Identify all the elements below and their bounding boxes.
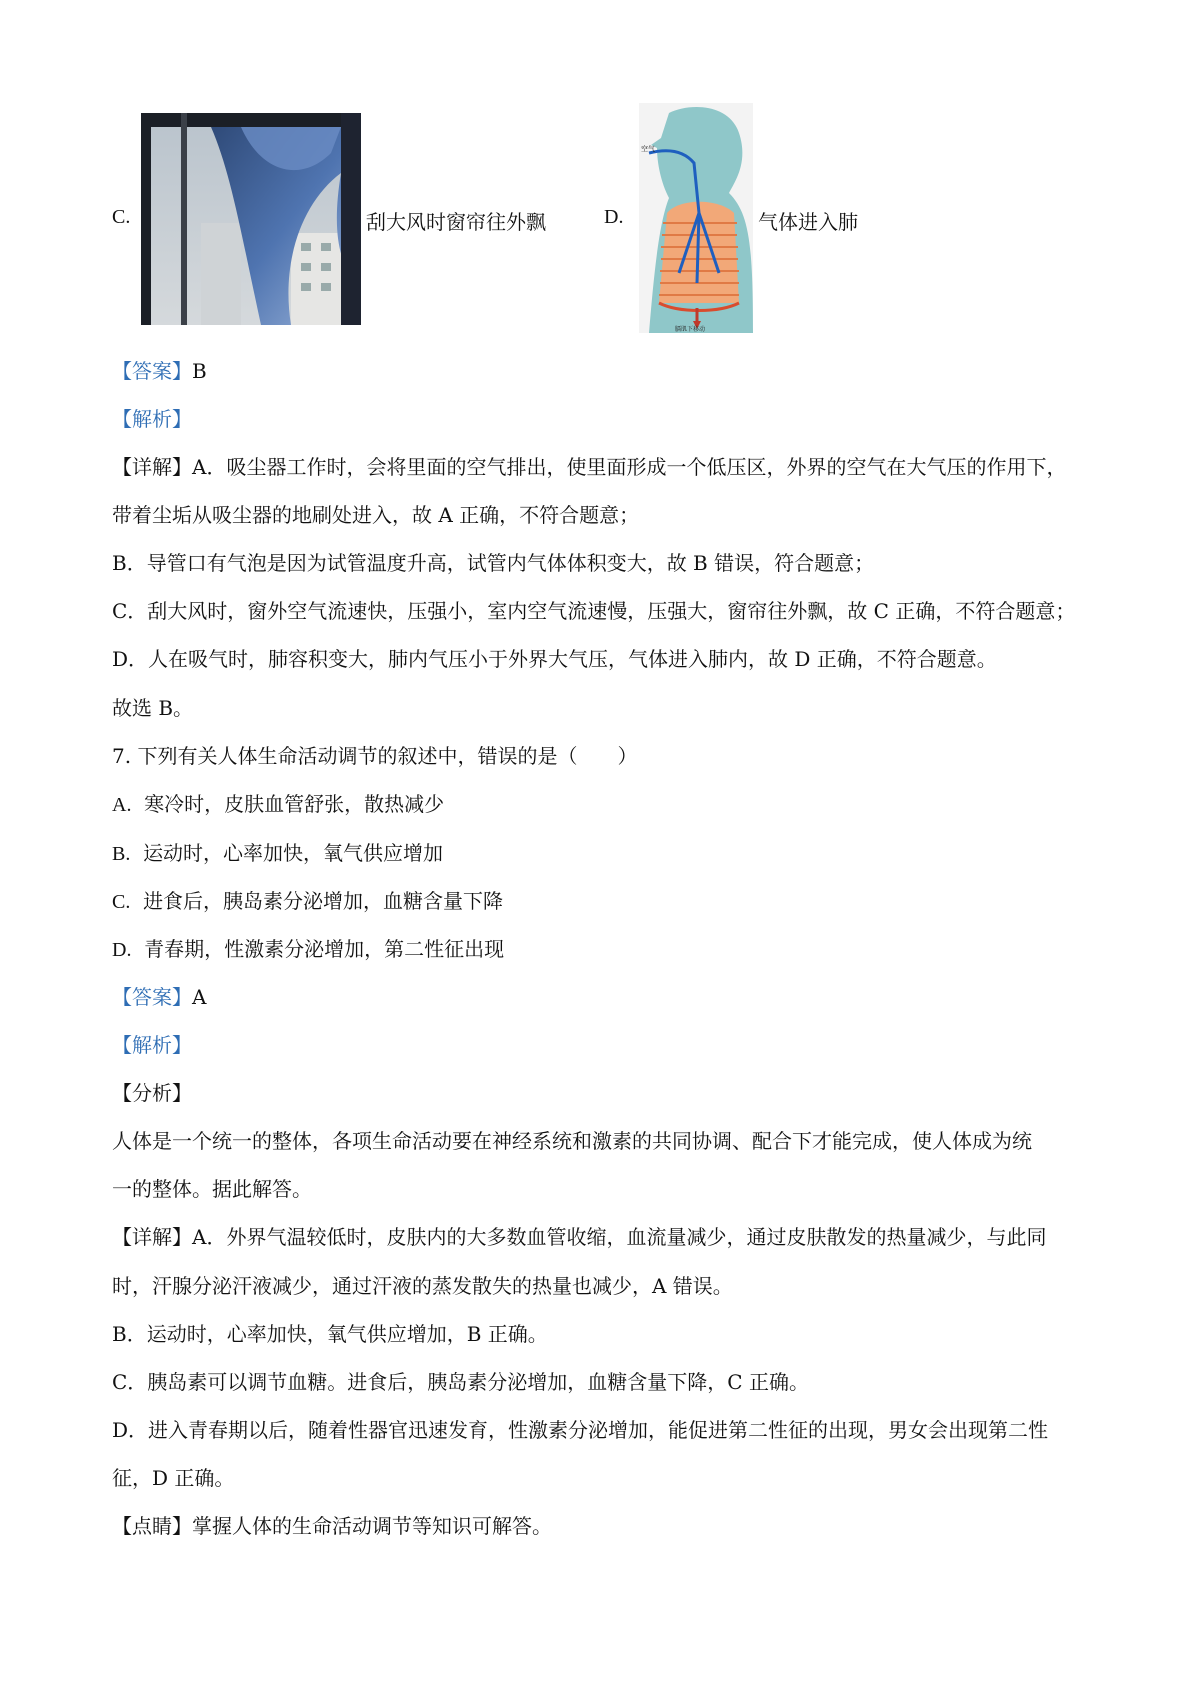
q7-detail-line: B．运动时，心率加快，氧气供应增加，B 正确。 [112, 1322, 548, 1346]
option-text: 运动时，心率加快，氧气供应增加 [143, 841, 444, 865]
answer-tag: 【答案】 [112, 359, 192, 383]
option-c-letter: C. [112, 206, 131, 228]
q7-detail-line: 时，汗腺分泌汗液减少，通过汗液的蒸发散失的热量也减少，A 错误。 [112, 1274, 733, 1298]
figure-label-air: 空气 [641, 145, 655, 153]
q7-dianjing: 【点睛】掌握人体的生命活动调节等知识可解答。 [112, 1514, 552, 1538]
q6-detail-line: B．导管口有气泡是因为试管温度升高，试管内气体体积变大，故 B 错误，符合题意； [112, 551, 875, 575]
option-letter: C. [112, 891, 131, 913]
option-c-caption: 刮大风时窗帘往外飘 [366, 210, 546, 234]
q7-fenxi-line: 人体是一个统一的整体，各项生命活动要在神经系统和激素的共同协调、配合下才能完成，使人体成为统 [112, 1129, 1032, 1153]
q6-answer [112, 357, 207, 385]
option-d-letter: D. [604, 206, 624, 228]
q7-question: 7. 下列有关人体生命活动调节的叙述中，错误的是（ ） [112, 744, 638, 768]
q6-detail-line: 【详解】A．吸尘器工作时，会将里面的空气排出，使里面形成一个低压区，外界的空气在大气压的作用下， [112, 455, 1067, 479]
q7-option-c [112, 887, 503, 916]
q6-detail-line: D．人在吸气时，肺容积变大，肺内气压小于外界大气压，气体进入肺内，故 D 正确，不符合题意。 [112, 647, 997, 671]
option-text: 青春期，性激素分泌增加，第二性征出现 [144, 937, 505, 961]
q6-detail-line: 带着尘垢从吸尘器的地刷处进入，故 A 正确，不符合题意； [112, 503, 640, 527]
option-text: 进食后，胰岛素分泌增加，血糖含量下降 [143, 889, 504, 913]
q6-conclusion: 故选 B。 [112, 696, 194, 720]
q7-option-d [112, 935, 504, 964]
option-letter: B. [112, 843, 131, 865]
answer-value: B [192, 359, 207, 383]
option-d-caption: 气体进入肺 [758, 210, 858, 234]
figure-label-diaphragm: 膈肌下移动 [675, 326, 706, 333]
option-text: 寒冷时，皮肤血管舒张，散热减少 [144, 792, 445, 816]
q7-detail-line: 【详解】A．外界气温较低时，皮肤内的大多数血管收缩，血流量减少，通过皮肤散发的热量减少，与此同 [112, 1225, 1047, 1249]
answer-value: A [192, 985, 207, 1009]
respiration-figure [639, 103, 753, 333]
q7-detail-line: 征，D 正确。 [112, 1466, 235, 1490]
answer-tag: 【答案】 [112, 985, 192, 1009]
q7-analysis-tag: 【解析】 [112, 1033, 192, 1057]
q7-option-b [112, 839, 443, 868]
curtain-window-image [141, 113, 361, 325]
q7-detail-line: C．胰岛素可以调节血糖。进食后，胰岛素分泌增加，血糖含量下降，C 正确。 [112, 1370, 809, 1394]
option-letter: D. [112, 939, 132, 961]
q7-fenxi-tag: 【分析】 [112, 1081, 192, 1105]
q6-analysis-tag: 【解析】 [112, 407, 192, 431]
q7-answer [112, 983, 206, 1011]
option-letter: A. [112, 794, 132, 816]
q7-fenxi-line: 一的整体。据此解答。 [112, 1177, 312, 1201]
q6-detail-line: C．刮大风时，窗外空气流速快，压强小，室内空气流速慢，压强大，窗帘往外飘，故 C 正确，不符合题意； [112, 599, 1076, 623]
q7-detail-line: D．进入青春期以后，随着性器官迅速发育，性激素分泌增加，能促进第二性征的出现，男女会出现第二性 [112, 1418, 1049, 1442]
q7-option-a [112, 790, 444, 819]
